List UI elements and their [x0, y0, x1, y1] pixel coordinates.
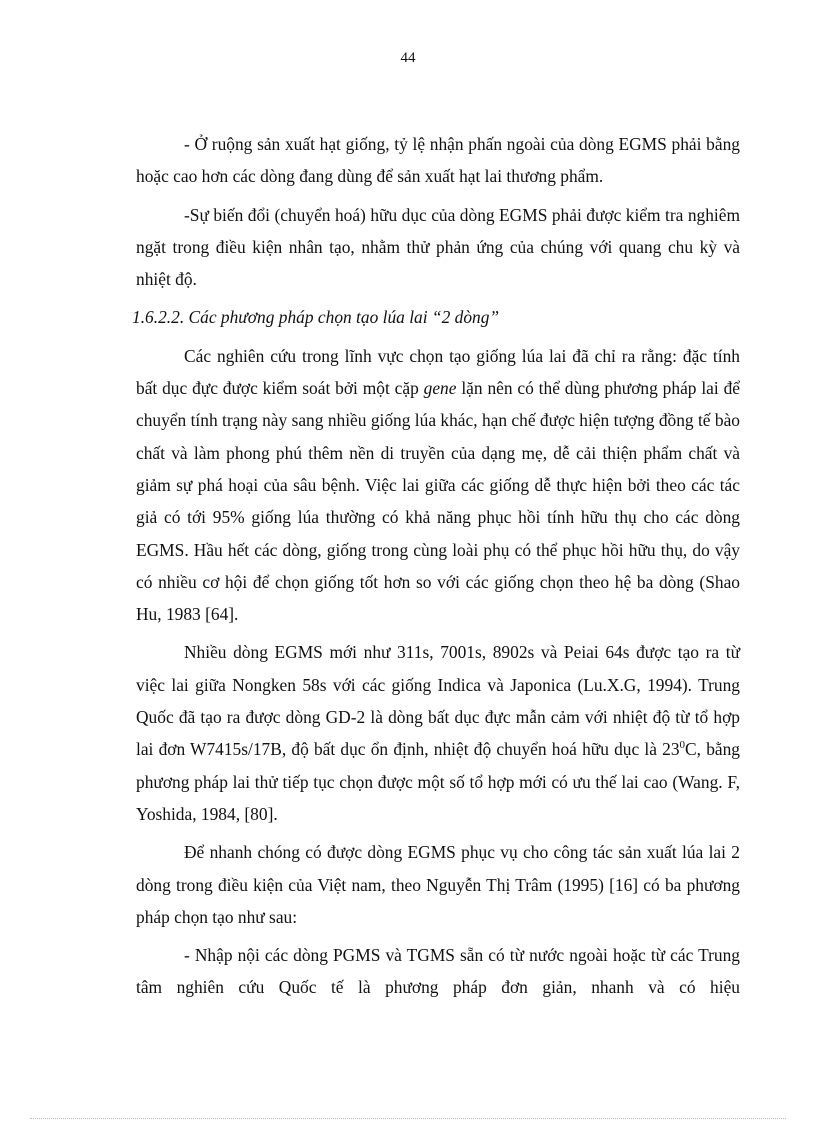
document-body — [132, 128, 740, 1010]
paragraph-egms-lines — [136, 636, 740, 830]
text-segment: Các nghiên cứu trong lĩnh vực chọn tạo giống lúa lai đã chỉ ra rằng: đặc tính bất dục đực được kiểm soát bởi một cặp — [136, 345, 740, 399]
page-number: 44 — [400, 50, 416, 66]
paragraph-pollination-rate: - Ở ruộng sản xuất hạt giống, tỷ lệ nhận phấn ngoài của dòng EGMS phải bằng hoặc cao hơn các dòng đang dùng để sản xuất hạt lai thương phẩm. — [136, 134, 740, 187]
paragraph-fertility-conversion: -Sự biến đổi (chuyển hoá) hữu dục của dòng EGMS phải được kiểm tra nghiêm ngặt trong điều kiện nhân tạo, nhằm thử phản ứng của chúng với quang chu kỳ và nhiệt độ. — [136, 204, 740, 290]
gene-term: gene — [423, 378, 457, 399]
text-segment: lặn nên có thể dùng phương pháp lai để chuyển tính trạng này sang nhiều giống lúa khác, hạn chế được hiện tượng đồng tế bào chất và làm phong phú thêm nền di truyền của dạng mẹ, dễ cải thiện phẩm chất và giảm sự phá hoại của sâu bệnh. Việc lai giữa các giống dễ thực hiện bởi theo các tác giả có tới 95% giống lúa thường có khả năng phục hồi tính hữu thụ cho các dòng EGMS. Hầu hết các dòng, giống trong cùng loài phụ có thể phục hồi hữu thụ, do vậy có nhiều cơ hội để chọn giống tốt hơn so với các giống chọn theo hệ ba dòng (Shao Hu, 1983 [64]. — [136, 378, 740, 625]
paragraph-breeding-research — [136, 340, 740, 631]
page-bottom-divider — [30, 1118, 786, 1119]
degree-superscript: 0 — [679, 739, 686, 752]
text-segment: Nhiều dòng EGMS mới như 311s, 7001s, 8902s và Peiai 64s được tạo ra từ việc lai giữa Nongken 58s với các giống Indica và Japonica (Lu.X.G, 1994). Trung Quốc đã tạo ra được dòng GD-2 là dòng bất dục đực mẫn cảm với nhiệt độ từ tổ hợp lai đơn W7415s/17B, độ bất dục ổn định, nhiệt độ chuyển hoá hữu dục là 23 — [136, 642, 740, 760]
section-heading: 1.6.2.2. Các phương pháp chọn tạo lúa lai “2 dòng” — [132, 307, 500, 328]
paragraph-import-method: - Nhập nội các dòng PGMS và TGMS sẵn có từ nước ngoài hoặc từ các Trung tâm nghiên cứu Quốc tế là phương pháp đơn giản, nhanh và có hiệu — [136, 945, 740, 998]
text-segment: C, bằng phương pháp lai thử tiếp tục chọn được một số tổ hợp mới có ưu thế lai cao (Wang. F, Yoshida, 1984, [80]. — [136, 739, 740, 824]
paragraph-vietnam-methods: Để nhanh chóng có được dòng EGMS phục vụ cho công tác sản xuất lúa lai 2 dòng trong điều kiện của Việt nam, theo Nguyễn Thị Trâm (1995) [16] có ba phương pháp chọn tạo như sau: — [136, 842, 740, 927]
